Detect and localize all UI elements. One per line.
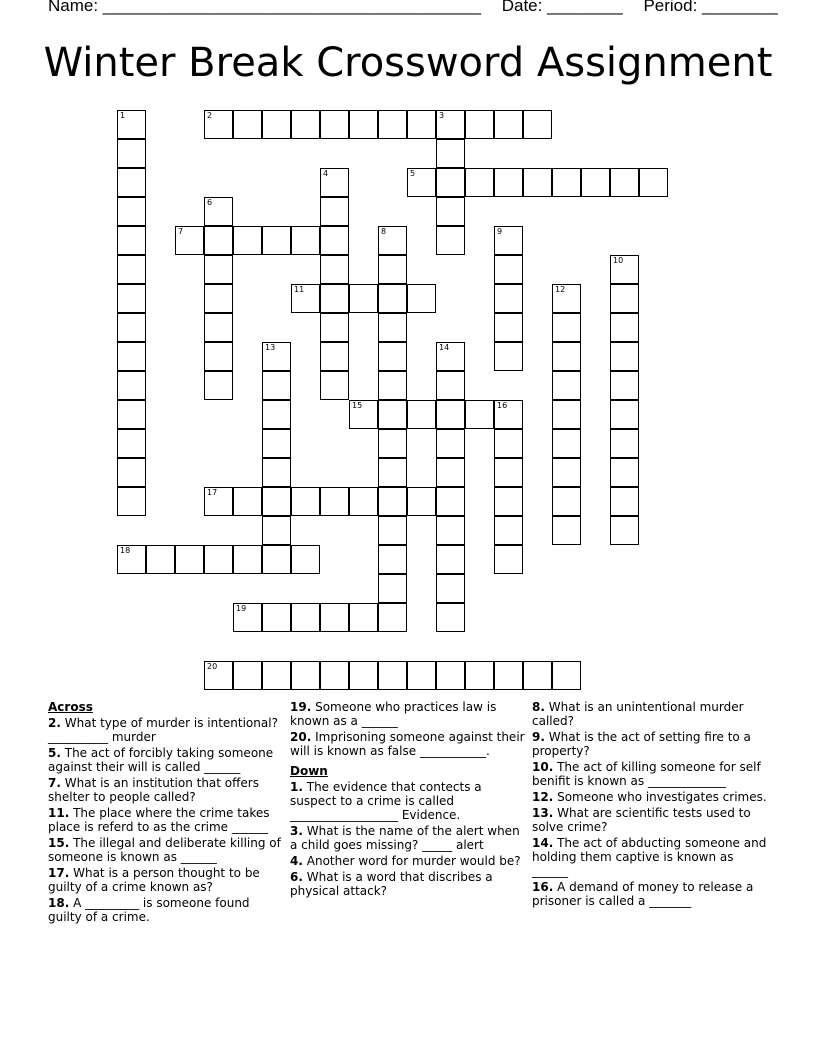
grid-cell[interactable] <box>291 487 320 516</box>
cell-number: 16 <box>497 401 508 410</box>
grid-cell[interactable] <box>407 400 436 429</box>
clue-text: What is the act of setting fire to a property? <box>532 730 751 758</box>
clue-number: 9. <box>532 730 545 744</box>
clue-text: What is an unintentional murder called? <box>532 700 744 728</box>
grid-cell[interactable] <box>610 371 639 400</box>
clue-number: 10. <box>532 760 554 774</box>
cell-number: 18 <box>120 546 131 555</box>
grid-cell[interactable] <box>494 545 523 574</box>
grid-cell[interactable] <box>378 661 407 690</box>
grid-cell[interactable] <box>465 661 494 690</box>
clue-text: Someone who investigates crimes. <box>557 790 767 804</box>
clue-number: 3. <box>290 824 303 838</box>
grid-cell[interactable] <box>436 139 465 168</box>
grid-cell[interactable] <box>349 110 378 139</box>
grid-cell[interactable] <box>117 429 146 458</box>
clue-number: 13. <box>532 806 554 820</box>
clue-text: The act of forcibly taking someone against their will is called ______ <box>48 746 274 774</box>
clue-text: What is a person thought to be guilty of a crime known as? <box>48 866 260 894</box>
grid-cell[interactable] <box>233 603 262 632</box>
grid-cell[interactable] <box>117 168 146 197</box>
clue-text: What are scientific tests used to solve crime? <box>532 806 751 834</box>
grid-cell[interactable] <box>320 255 349 284</box>
grid-cell[interactable] <box>610 168 639 197</box>
grid-cell[interactable] <box>117 458 146 487</box>
name-field[interactable]: Name: ________________________________________ <box>48 0 481 15</box>
clue-text: What is the name of the alert when a child goes missing? _____ alert <box>290 824 520 852</box>
grid-cell[interactable] <box>349 284 378 313</box>
across-clue <box>48 806 286 834</box>
across-clue <box>48 866 286 894</box>
down-heading: Down <box>290 764 328 778</box>
grid-cell[interactable] <box>320 603 349 632</box>
clue-text: What is a word that discribes a physical attack? <box>290 870 493 898</box>
grid-cell[interactable] <box>262 545 291 574</box>
across-clue <box>48 896 286 924</box>
grid-cell[interactable] <box>320 487 349 516</box>
grid-cell[interactable] <box>320 313 349 342</box>
grid-cell[interactable] <box>117 371 146 400</box>
grid-cell[interactable] <box>436 400 465 429</box>
clue-number: 1. <box>290 780 303 794</box>
grid-cell[interactable] <box>407 110 436 139</box>
cell-number: 9 <box>497 227 503 236</box>
grid-cell[interactable] <box>610 429 639 458</box>
grid-cell[interactable] <box>233 226 262 255</box>
grid-cell[interactable] <box>117 255 146 284</box>
grid-cell[interactable] <box>349 400 378 429</box>
clue-text: Another word for murder would be? <box>306 854 521 868</box>
clue-text: The evidence that contects a suspect to a crime is called __________________ Evidence. <box>290 780 482 822</box>
grid-cell[interactable] <box>204 342 233 371</box>
clue-number: 17. <box>48 866 70 880</box>
grid-cell[interactable] <box>378 110 407 139</box>
grid-cell[interactable] <box>291 603 320 632</box>
grid-cell[interactable] <box>610 458 639 487</box>
grid-cell[interactable] <box>233 110 262 139</box>
grid-cell[interactable] <box>494 516 523 545</box>
grid-cell[interactable] <box>320 168 349 197</box>
cell-number: 3 <box>439 111 445 120</box>
grid-cell[interactable] <box>494 168 523 197</box>
grid-cell[interactable] <box>436 110 465 139</box>
grid-cell[interactable] <box>378 487 407 516</box>
period-field[interactable]: Period: ________ <box>643 0 778 15</box>
clue-number: 14. <box>532 836 554 850</box>
grid-cell[interactable] <box>320 284 349 313</box>
clue-text: A demand of money to release a prisoner is called a _______ <box>532 880 754 908</box>
clue-text: The illegal and deliberate killing of someone is known as ______ <box>48 836 281 864</box>
grid-cell[interactable] <box>494 429 523 458</box>
clue-number: 19. <box>290 700 312 714</box>
grid-cell[interactable] <box>204 545 233 574</box>
clue-text: The act of abducting someone and holding them captive is known as ______ <box>532 836 767 878</box>
grid-cell[interactable] <box>494 458 523 487</box>
grid-cell[interactable] <box>204 313 233 342</box>
down-clue <box>532 790 770 804</box>
grid-cell[interactable] <box>436 168 465 197</box>
grid-cell[interactable] <box>117 313 146 342</box>
grid-cell[interactable] <box>494 400 523 429</box>
grid-cell[interactable] <box>436 603 465 632</box>
grid-cell[interactable] <box>291 226 320 255</box>
grid-cell[interactable] <box>262 603 291 632</box>
grid-cell[interactable] <box>494 342 523 371</box>
grid-cell[interactable] <box>407 284 436 313</box>
grid-cell[interactable] <box>494 226 523 255</box>
cell-number: 1 <box>120 111 126 120</box>
grid-cell[interactable] <box>436 545 465 574</box>
down-clue <box>532 880 770 908</box>
grid-cell[interactable] <box>291 545 320 574</box>
grid-cell[interactable] <box>610 342 639 371</box>
grid-cell[interactable] <box>610 487 639 516</box>
grid-cell[interactable] <box>581 168 610 197</box>
grid-cell[interactable] <box>552 313 581 342</box>
grid-cell[interactable] <box>204 110 233 139</box>
grid-cell[interactable] <box>291 284 320 313</box>
grid-cell[interactable] <box>523 661 552 690</box>
grid-cell[interactable] <box>175 226 204 255</box>
grid-cell[interactable] <box>494 313 523 342</box>
grid-cell[interactable] <box>320 197 349 226</box>
across-clue-list <box>48 716 286 924</box>
grid-cell[interactable] <box>610 255 639 284</box>
grid-cell[interactable] <box>378 574 407 603</box>
cell-number: 4 <box>323 169 329 178</box>
grid-cell[interactable] <box>262 487 291 516</box>
grid-cell[interactable] <box>610 400 639 429</box>
grid-cell[interactable] <box>320 342 349 371</box>
grid-cell[interactable] <box>262 110 291 139</box>
clue-text: Someone who practices law is known as a ______ <box>290 700 497 728</box>
grid-cell[interactable] <box>436 371 465 400</box>
clue-number: 16. <box>532 880 554 894</box>
grid-cell[interactable] <box>552 516 581 545</box>
clue-number: 5. <box>48 746 61 760</box>
across-clue <box>48 836 286 864</box>
clue-number: 20. <box>290 730 312 744</box>
cell-number: 14 <box>439 343 450 352</box>
grid-cell[interactable] <box>436 487 465 516</box>
grid-cell[interactable] <box>262 661 291 690</box>
grid-cell[interactable] <box>378 371 407 400</box>
clue-number: 8. <box>532 700 545 714</box>
grid-cell[interactable] <box>465 110 494 139</box>
grid-cell[interactable] <box>117 487 146 516</box>
grid-cell[interactable] <box>320 110 349 139</box>
cell-number: 15 <box>352 401 363 410</box>
grid-cell[interactable] <box>204 487 233 516</box>
grid-cell[interactable] <box>117 284 146 313</box>
grid-cell[interactable] <box>552 661 581 690</box>
across-clue <box>290 700 528 728</box>
cell-number: 17 <box>207 488 218 497</box>
down-clue <box>290 824 528 852</box>
grid-cell[interactable] <box>291 110 320 139</box>
cell-number: 6 <box>207 198 213 207</box>
page-title: Winter Break Crossword Assignment <box>43 40 773 86</box>
grid-cell[interactable] <box>146 545 175 574</box>
grid-cell[interactable] <box>378 545 407 574</box>
grid-cell[interactable] <box>291 661 320 690</box>
grid-cell[interactable] <box>494 110 523 139</box>
grid-cell[interactable] <box>494 487 523 516</box>
grid-cell[interactable] <box>639 168 668 197</box>
grid-cell[interactable] <box>436 661 465 690</box>
grid-cell[interactable] <box>204 661 233 690</box>
grid-cell[interactable] <box>552 400 581 429</box>
grid-cell[interactable] <box>465 400 494 429</box>
grid-cell[interactable] <box>262 371 291 400</box>
grid-cell[interactable] <box>378 603 407 632</box>
grid-cell[interactable] <box>262 458 291 487</box>
grid-cell[interactable] <box>436 574 465 603</box>
cell-number: 20 <box>207 662 218 671</box>
down-clue <box>532 760 770 788</box>
grid-cell[interactable] <box>175 545 204 574</box>
clue-number: 12. <box>532 790 554 804</box>
clues-column-2 <box>290 700 528 900</box>
grid-cell[interactable] <box>117 110 146 139</box>
grid-cell[interactable] <box>436 458 465 487</box>
grid-cell[interactable] <box>552 458 581 487</box>
across-clue <box>48 716 286 744</box>
grid-cell[interactable] <box>117 545 146 574</box>
grid-cell[interactable] <box>349 603 378 632</box>
clue-number: 15. <box>48 836 70 850</box>
across-clue <box>48 776 286 804</box>
cell-number: 8 <box>381 227 387 236</box>
grid-cell[interactable] <box>204 255 233 284</box>
grid-cell[interactable] <box>117 226 146 255</box>
grid-cell[interactable] <box>436 516 465 545</box>
across-heading: Across <box>48 700 93 714</box>
grid-cell[interactable] <box>378 400 407 429</box>
grid-cell[interactable] <box>552 284 581 313</box>
cell-number: 13 <box>265 343 276 352</box>
grid-cell[interactable] <box>378 458 407 487</box>
grid-cell[interactable] <box>320 226 349 255</box>
grid-cell[interactable] <box>494 661 523 690</box>
grid-cell[interactable] <box>378 342 407 371</box>
date-field[interactable]: Date: ________ <box>501 0 623 15</box>
clue-number: 7. <box>48 776 61 790</box>
grid-cell[interactable] <box>552 429 581 458</box>
clue-text: The place where the crime takes place is referd to as the crime ______ <box>48 806 270 834</box>
grid-cell[interactable] <box>320 661 349 690</box>
clue-number: 11. <box>48 806 70 820</box>
grid-cell[interactable] <box>262 226 291 255</box>
grid-cell[interactable] <box>233 661 262 690</box>
cell-number: 19 <box>236 604 247 613</box>
clue-number: 4. <box>290 854 303 868</box>
clue-text: The act of killing someone for self benifit is known as _____________ <box>532 760 761 788</box>
clues-column-3 <box>532 700 770 910</box>
grid-cell[interactable] <box>610 516 639 545</box>
across-clue <box>48 746 286 774</box>
grid-cell[interactable] <box>465 168 494 197</box>
grid-cell[interactable] <box>436 226 465 255</box>
grid-cell[interactable] <box>378 429 407 458</box>
grid-cell[interactable] <box>204 226 233 255</box>
grid-cell[interactable] <box>117 342 146 371</box>
grid-cell[interactable] <box>378 255 407 284</box>
clue-text: A _________ is someone found guilty of a crime. <box>48 896 250 924</box>
grid-cell[interactable] <box>378 284 407 313</box>
grid-cell[interactable] <box>117 400 146 429</box>
clue-number: 18. <box>48 896 70 910</box>
grid-cell[interactable] <box>552 168 581 197</box>
cell-number: 7 <box>178 227 184 236</box>
down-clue <box>532 806 770 834</box>
grid-cell[interactable] <box>552 342 581 371</box>
clue-text: What is an institution that offers shelter to people called? <box>48 776 259 804</box>
down-clue <box>532 836 770 878</box>
grid-cell[interactable] <box>523 110 552 139</box>
clue-text: Imprisoning someone against their will is known as false ___________. <box>290 730 525 758</box>
down-clue <box>532 700 770 728</box>
grid-cell[interactable] <box>523 168 552 197</box>
grid-cell[interactable] <box>378 226 407 255</box>
cell-number: 5 <box>410 169 416 178</box>
grid-cell[interactable] <box>436 429 465 458</box>
down-clue <box>532 730 770 758</box>
grid-cell[interactable] <box>117 197 146 226</box>
down-clue <box>290 870 528 898</box>
grid-cell[interactable] <box>117 139 146 168</box>
grid-cell[interactable] <box>233 487 262 516</box>
grid-cell[interactable] <box>204 371 233 400</box>
grid-cell[interactable] <box>378 313 407 342</box>
down-clue <box>290 780 528 822</box>
grid-cell[interactable] <box>204 197 233 226</box>
grid-cell[interactable] <box>378 516 407 545</box>
clue-text: What type of murder is intentional? __________ murder <box>48 716 278 744</box>
grid-cell[interactable] <box>320 371 349 400</box>
grid-cell[interactable] <box>204 284 233 313</box>
grid-cell[interactable] <box>436 197 465 226</box>
grid-cell[interactable] <box>262 516 291 545</box>
cell-number: 11 <box>294 285 305 294</box>
grid-cell[interactable] <box>262 400 291 429</box>
grid-cell[interactable] <box>494 284 523 313</box>
clue-number: 2. <box>48 716 61 730</box>
cell-number: 10 <box>613 256 624 265</box>
grid-cell[interactable] <box>552 487 581 516</box>
across-clue <box>290 730 528 758</box>
grid-cell[interactable] <box>552 371 581 400</box>
grid-cell[interactable] <box>610 313 639 342</box>
grid-cell[interactable] <box>407 487 436 516</box>
grid-cell[interactable] <box>407 661 436 690</box>
down-clue <box>290 854 528 868</box>
clues-column-1 <box>48 700 286 926</box>
grid-cell[interactable] <box>610 284 639 313</box>
grid-cell[interactable] <box>436 342 465 371</box>
cell-number: 12 <box>555 285 566 294</box>
grid-cell[interactable] <box>262 342 291 371</box>
cell-number: 2 <box>207 111 213 120</box>
grid-cell[interactable] <box>233 545 262 574</box>
grid-cell[interactable] <box>262 429 291 458</box>
grid-cell[interactable] <box>494 255 523 284</box>
grid-cell[interactable] <box>349 487 378 516</box>
grid-cell[interactable] <box>349 661 378 690</box>
clue-number: 6. <box>290 870 303 884</box>
grid-cell[interactable] <box>407 168 436 197</box>
